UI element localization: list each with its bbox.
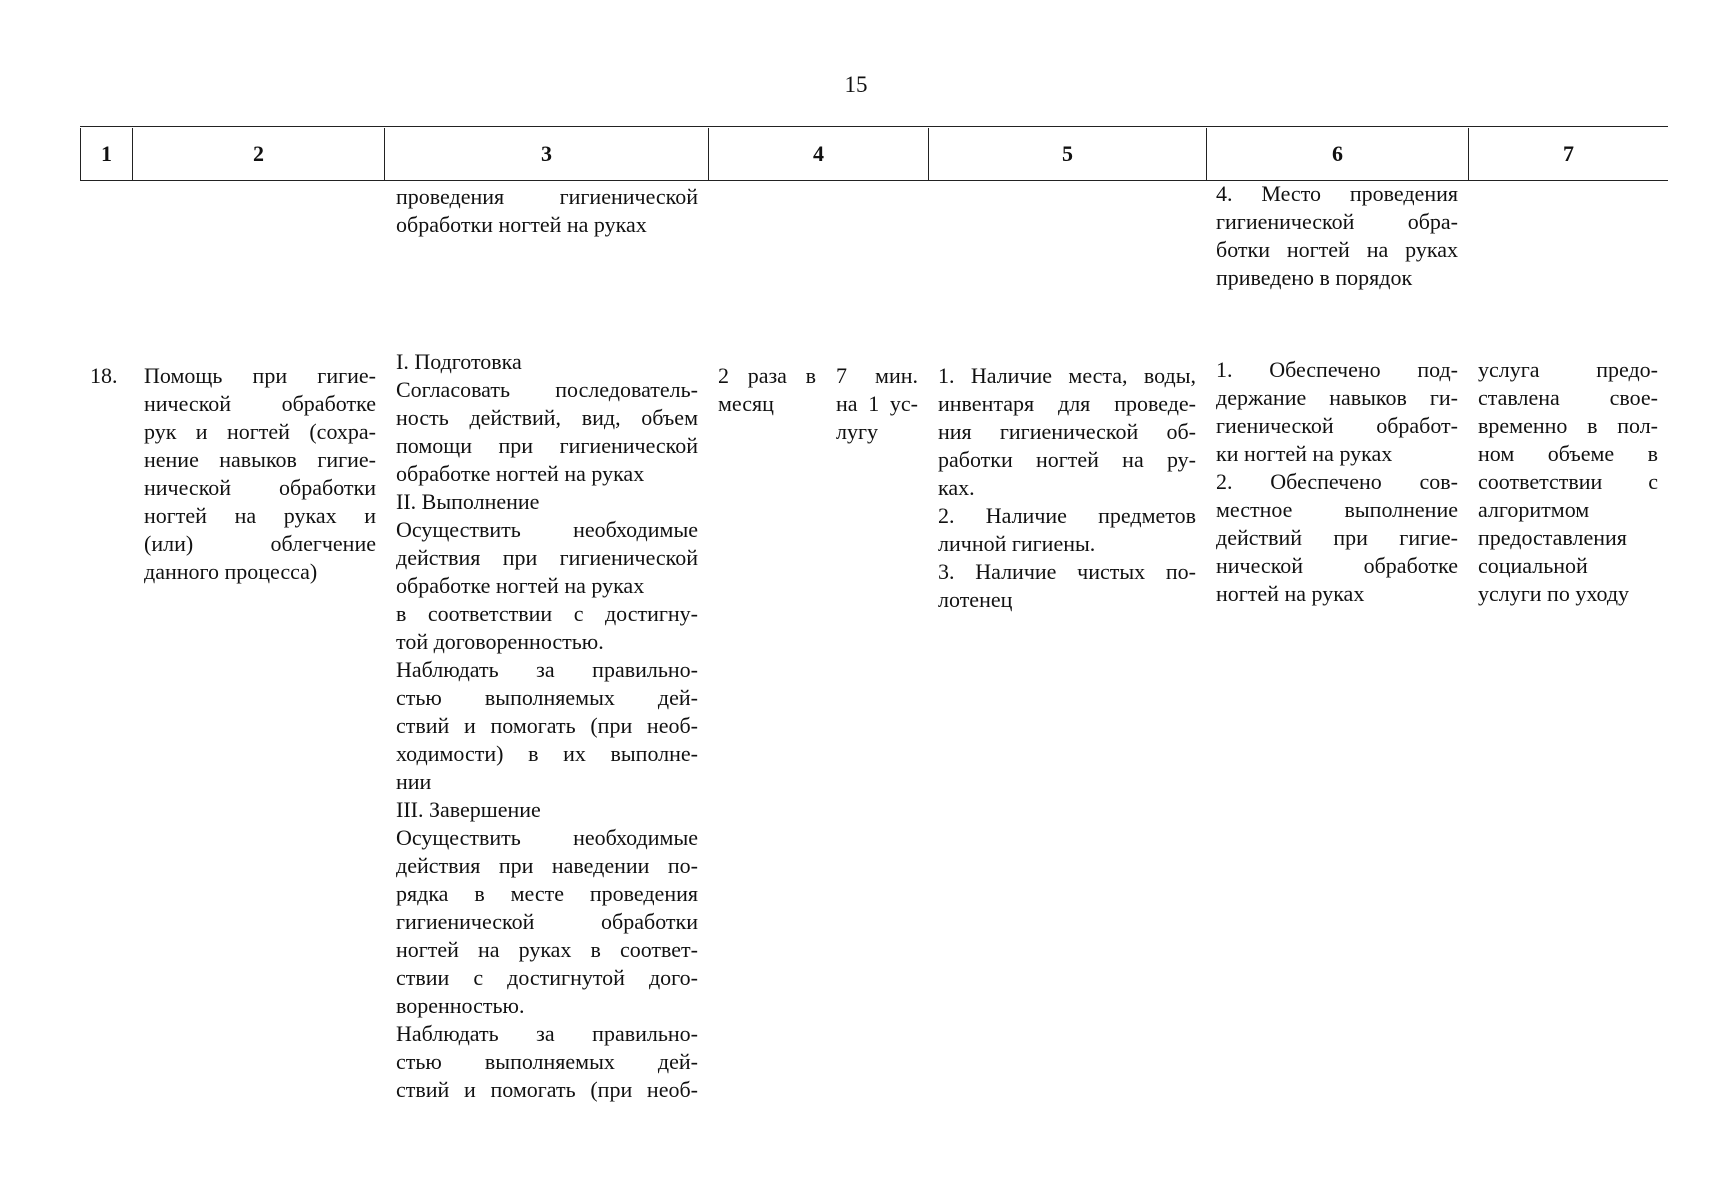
service-quality [1478,356,1658,608]
text-line: 3. Наличие чистых по- [938,559,1196,584]
text-line: гиенической обработ- [1216,413,1458,438]
text-line: месяц [718,391,774,416]
service-duration [836,362,918,446]
text-line: 2. Обеспечено сов- [1216,469,1458,494]
text-line: нической обработки [144,475,376,500]
text-line: алгоритмом [1478,497,1590,522]
service-conditions [938,362,1196,614]
text-line: предоставления [1478,525,1627,550]
text-line: ходимости) в их выполне- [396,741,698,766]
text-line: ки ногтей на руках [1216,441,1393,466]
text-line: временно в пол- [1478,413,1658,438]
text-line: ставлена свое- [1478,385,1658,410]
column-header-1: 1 [80,128,132,180]
column-header-4: 4 [708,128,928,180]
text-line: действия при наведении по- [396,853,698,878]
text-line: помощи при гигиенической [396,433,698,458]
text-line: гигиенической обработки [396,909,698,934]
service-frequency [718,362,816,418]
text-line: I. Подготовка [396,349,522,374]
text-line: обработке ногтей на руках [396,573,645,598]
text-line: ность действий, вид, объем [396,405,698,430]
text-line: услуга предо- [1478,357,1658,382]
text-line: стью выполняемых дей- [396,1049,698,1074]
text-line: ствии с достигнутой дого- [396,965,698,990]
column-header-2: 2 [132,128,384,180]
text-line: (или) облегчение [144,531,376,556]
text-line: держание навыков ги- [1216,385,1458,410]
service-name [144,362,376,586]
text-line: ках. [938,475,975,500]
text-line: данного процесса) [144,559,318,584]
text-line: Осуществить необходимые [396,825,698,850]
text-line: нической обработке [144,391,376,416]
column-header-6: 6 [1206,128,1468,180]
text-line: действий при гигие- [1216,525,1458,550]
column-header-7: 7 [1468,128,1668,180]
text-line: местное выполнение [1216,497,1458,522]
text-line: обработки ногтей на руках [396,212,647,237]
text-line: работки ногтей на ру- [938,447,1196,472]
text-line: лотенец [938,587,1013,612]
text-line: лугу [836,419,879,444]
text-line: 1. Обеспечено под- [1216,357,1458,382]
text-line: Согласовать последователь- [396,377,698,402]
text-line: нической обработке [1216,553,1458,578]
text-line: ногтей на руках и [144,503,376,528]
text-line: Наблюдать за правильно- [396,1021,698,1046]
text-line: рядка в месте проведения [396,881,698,906]
text-line: Осуществить необходимые [396,517,698,542]
row-number: 18. [90,363,118,388]
continued-col6 [1216,180,1458,292]
text-line: социальной [1478,553,1588,578]
column-header-3: 3 [384,128,708,180]
continued-col3 [396,183,698,239]
table-top-rule [80,126,1668,127]
text-line: соответствии с [1478,469,1658,494]
text-line: ствий и помогать (при необ- [396,1077,698,1102]
text-line: на 1 ус- [836,391,918,416]
text-line: приведено в порядок [1216,265,1413,290]
text-line: ния гигиенической об- [938,419,1196,444]
text-line: инвентаря для проведе- [938,391,1196,416]
page-number: 15 [844,72,868,97]
column-header-5: 5 [928,128,1206,180]
text-line: ствий и помогать (при необ- [396,713,698,738]
text-line: нии [396,769,432,794]
text-line: Наблюдать за правильно- [396,657,698,682]
text-line: Помощь при гигие- [144,363,376,388]
text-line: ногтей на руках [1216,581,1365,606]
text-line: ботки ногтей на руках [1216,237,1458,262]
text-line: рук и ногтей (сохра- [144,419,376,444]
text-line: гигиенической обра- [1216,209,1458,234]
text-line: 2. Наличие предметов [938,503,1196,528]
text-line: услуги по уходу [1478,581,1630,606]
text-line: обработке ногтей на руках [396,461,645,486]
text-line: ногтей на руках в соответ- [396,937,698,962]
service-procedure [396,348,698,1104]
text-line: ном объеме в [1478,441,1658,466]
text-line: действия при гигиенической [396,545,698,570]
text-line: личной гигиены. [938,531,1096,556]
text-line: 7 мин. [836,363,918,388]
text-line: II. Выполнение [396,489,540,514]
service-result [1216,356,1458,608]
text-line: 2 раза в [718,363,816,388]
text-line: воренностью. [396,993,525,1018]
text-line: проведения гигиенической [396,184,698,209]
text-line: той договоренностью. [396,629,604,654]
text-line: 1. Наличие места, воды, [938,363,1196,388]
text-line: 4. Место проведения [1216,181,1458,206]
text-line: III. Завершение [396,797,541,822]
text-line: стью выполняемых дей- [396,685,698,710]
text-line: в соответствии с достигну- [396,601,698,626]
text-line: нение навыков гигие- [144,447,376,472]
